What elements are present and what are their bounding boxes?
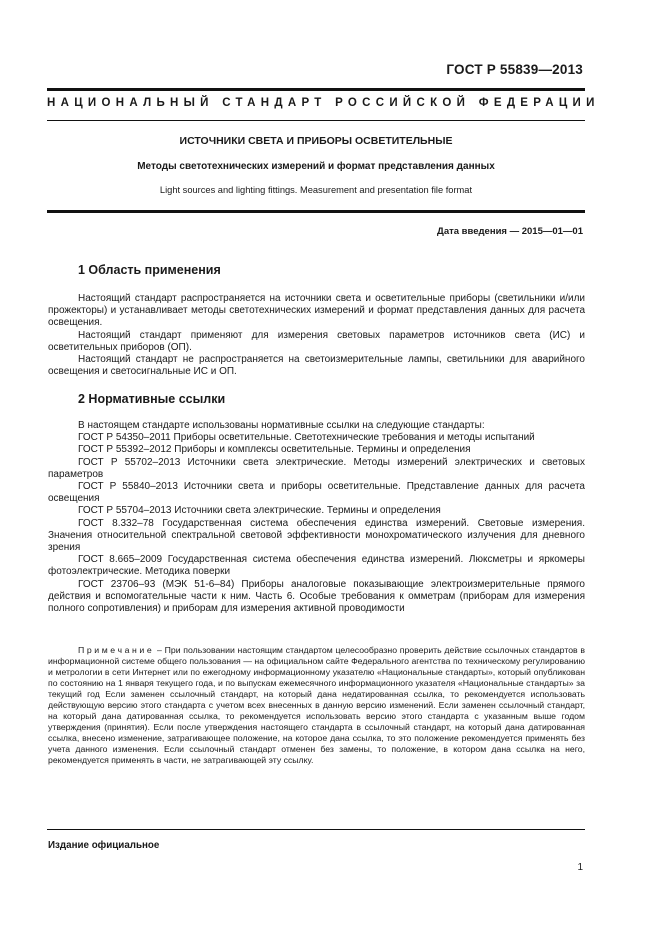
paragraph: Настоящий стандарт не распространяется на светоизмерительные лампы, светильники для аварийного освещения и светосигнальные ИС и ОП.: [48, 354, 585, 378]
document-title: ИСТОЧНИКИ СВЕТА И ПРИБОРЫ ОСВЕТИТЕЛЬНЫЕ: [179, 135, 453, 147]
introduction-date: Дата введения — 2015—01—01: [437, 226, 583, 237]
gost-number: ГОСТ Р 55839—2013: [446, 62, 583, 77]
section-heading-scope: 1 Область применения: [78, 263, 221, 277]
reference-item: ГОСТ Р 55704–2013 Источники света электрические. Термины и определения: [78, 505, 441, 517]
page-number: 1: [577, 862, 583, 873]
title-rule-thick: [47, 210, 585, 213]
reference-item: ГОСТ Р 54350–2011 Приборы осветительные. Светотехнические требования и методы испытаний: [78, 432, 535, 444]
paragraph: Настоящий стандарт распространяется на источники света и осветительные приборы (светильники и/или прожекторы) и устанавливает методы светотехнических измерений и формат представления данных для расчета освещения.: [48, 293, 585, 329]
header-rule-thin: [47, 120, 585, 121]
header-rule-thick: [47, 88, 585, 91]
official-edition-label: Издание официальное: [48, 840, 160, 851]
footer-rule: [47, 829, 585, 830]
reference-item: ГОСТ Р 55840–2013 Источники света и приборы осветительные. Представление данных для расчета освещения: [48, 481, 585, 505]
note: [48, 645, 585, 766]
paragraph: В настоящем стандарте использованы нормативные ссылки на следующие стандарты:: [78, 420, 485, 431]
paragraph: Настоящий стандарт применяют для измерения световых параметров источников света (ИС) и осветительных приборов (ОП).: [48, 329, 585, 353]
reference-item: ГОСТ 23706–93 (МЭК 51-6–84) Приборы аналоговые показывающие электроизмерительные прямого действия и вспомогательные части к ним. Часть 6. Особые требования к омметрам (приборам для измерения полного сопротивления) и приборам для измерения активной проводимости: [48, 578, 585, 615]
reference-item: ГОСТ Р 55702–2013 Источники света электрические. Методы измерений электрических и световых параметров: [48, 456, 585, 480]
reference-item: ГОСТ Р 55392–2012 Приборы и комплексы осветительные. Термины и определения: [78, 444, 471, 456]
national-standard-title: НАЦИОНАЛЬНЫЙ СТАНДАРТ РОССИЙСКОЙ ФЕДЕРАЦИИ: [47, 97, 600, 109]
section-body-references: [48, 420, 585, 615]
document-subtitle: Методы светотехнических измерений и формат представления данных: [137, 161, 495, 172]
section-heading-references: 2 Нормативные ссылки: [78, 392, 226, 406]
section-body-scope: [48, 293, 585, 378]
note-label: Примечание: [78, 645, 155, 655]
note-text: – При пользовании настоящим стандартом целесообразно проверить действие ссылочных стандартов в информационной системе общего пользования — на официальном сайте Федерального агентства по техническому регулированию и метрологии в сети Интернет или по ежегодному информационному указателю «Национальные стандарты», который опубликован по состоянию на 1 января текущего года, и по выпускам ежемесячного информационного указателя «Национальные стандарты» за текущий год Если заменен ссылочный стандарт, на который дана недатированная ссылка, то рекомендуется использовать действующую версию этого стандарта с учетом всех внесенных в данную версию изменений. Если заменен ссылочный стандарт, на который дана датированная ссылка, то рекомендуется использовать версию этого стандарта с указанным выше годом утверждения (принятия). Если после утверждения настоящего стандарта в ссылочный стандарт, на который дана датированная ссылка, внесено изменение, затрагивающее положение, на которое дана ссылка, то это положение рекомендуется применять без учета данного изменения. Если ссылочный стандарт отменен без замены, то положение, в котором дана ссылка на него, рекомендуется применять в части, не затрагивающей эту ссылку.: [48, 645, 586, 765]
reference-item: ГОСТ 8.665–2009 Государственная система обеспечения единства измерений. Люксметры и яркомеры фотоэлектрические. Методика поверки: [48, 554, 585, 578]
reference-item: ГОСТ 8.332–78 Государственная система обеспечения единства измерений. Световые измерения. Значения относительной спектральной световой эффективности монохроматического излучения для дневного зрения: [48, 517, 585, 554]
document-title-english: Light sources and lighting fittings. Measurement and presentation file format: [159, 185, 473, 195]
